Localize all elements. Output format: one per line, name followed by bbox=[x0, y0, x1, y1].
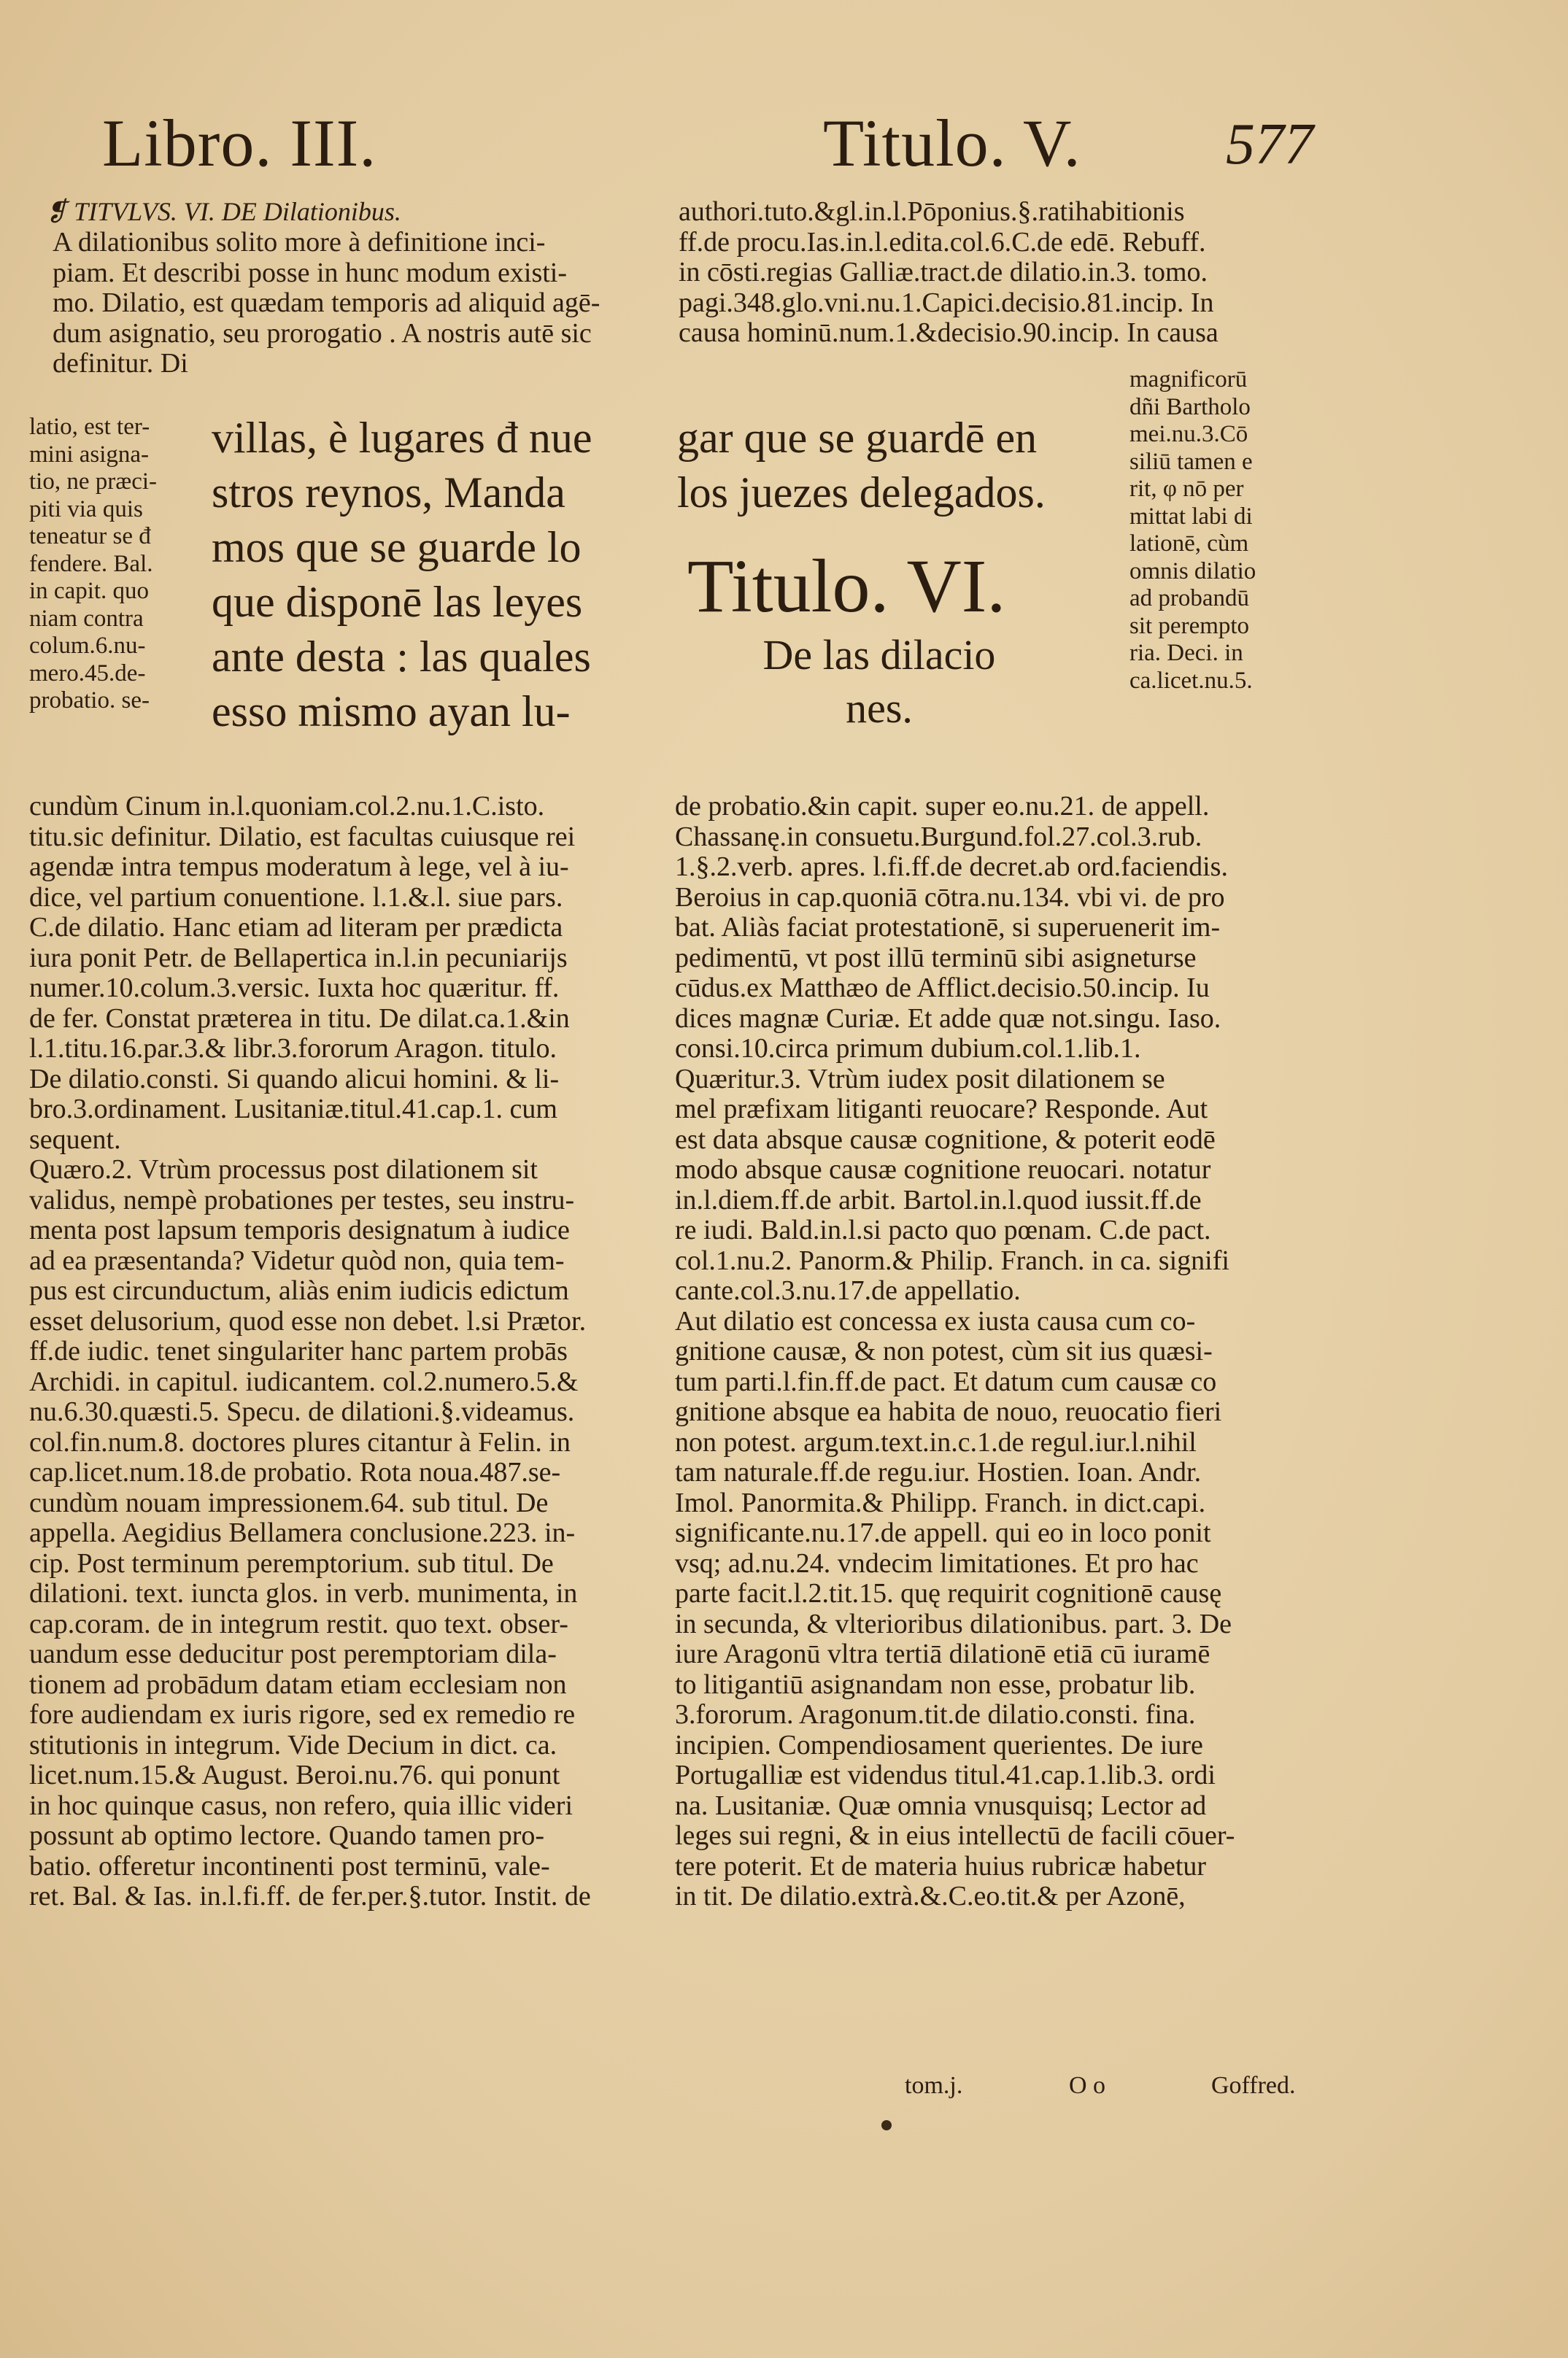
text-line: fore audiendam ex iuris rigore, sed ex remedio re bbox=[29, 1699, 576, 1730]
gloss-line: in capit. quo bbox=[29, 578, 150, 604]
gloss-line: mero.45.de- bbox=[29, 660, 146, 687]
gloss-line: probatio. se- bbox=[29, 687, 150, 714]
gloss-line: ria. Deci. in bbox=[1129, 640, 1243, 666]
text-line: tum parti.l.fin.ff.de pact. Et datum cum causæ co bbox=[675, 1366, 1217, 1397]
text-line: incipien. Compendiosament querientes. De iure bbox=[675, 1729, 1203, 1760]
text-line: de probatio.&in capit. super eo.nu.21. de appell. bbox=[675, 791, 1210, 822]
text-line: ad ea præsentanda? Videtur quòd non, quia tem- bbox=[29, 1245, 565, 1276]
text-line: in.l.diem.ff.de arbit. Bartol.in.l.quod iussit.ff.de bbox=[675, 1184, 1202, 1215]
signature-mark: O o bbox=[1069, 2072, 1106, 2099]
text-line: modo absque causæ cognitione reuocari. notatur bbox=[675, 1154, 1211, 1185]
text-line: ret. Bal. & Ias. in.l.fi.ff. de fer.per.§.tutor. Instit. de bbox=[29, 1881, 591, 1911]
right-gloss-text bbox=[1129, 366, 1256, 695]
text-line: 1.§.2.verb. apres. l.fi.ff.de decret.ab ord.faciendis. bbox=[675, 851, 1228, 882]
inset-line: que disponē las leyes bbox=[212, 578, 583, 626]
text-line: nu.6.30.quæsti.5. Specu. de dilationi.§.videamus. bbox=[29, 1396, 575, 1427]
text-line: esset delusorium, quod esse non debet. l.si Prætor. bbox=[29, 1305, 587, 1337]
right-top-text bbox=[679, 197, 1219, 349]
text-line: parte facit.l.2.tit.15. quę requirit cognitionē causę bbox=[675, 1578, 1222, 1609]
gloss-line: teneatur se đ bbox=[29, 523, 151, 549]
text-line: menta post lapsum temporis designatum à iudice bbox=[29, 1215, 570, 1245]
text-line: gnitione absque ea habita de nouo, reuocatio fieri bbox=[675, 1396, 1222, 1427]
text-line: agendæ intra tempus moderatum à lege, vel à iu- bbox=[29, 851, 569, 882]
gloss-line: fendere. Bal. bbox=[29, 550, 153, 577]
ink-dot bbox=[881, 2120, 892, 2130]
text-line: col.1.nu.2. Panorm.& Philip. Franch. in ca. signifi bbox=[675, 1245, 1229, 1276]
text-line: de fer. Constat præterea in titu. De dilat.ca.1.&in bbox=[29, 1002, 570, 1034]
running-head-left: Libro. III. bbox=[102, 106, 377, 180]
gloss-line: siliū tamen e bbox=[1129, 448, 1253, 475]
gloss-line: colum.6.nu- bbox=[29, 633, 146, 659]
text-line: definitur. Di bbox=[53, 348, 188, 379]
inset-spanish-text-left bbox=[212, 411, 592, 739]
gloss-line: niam contra bbox=[29, 605, 144, 632]
inset-line: gar que se guardē en bbox=[677, 414, 1038, 462]
text-line: leges sui regni, & in eius intellectū de facili cōuer- bbox=[675, 1820, 1235, 1851]
titulo-vi-title: Titulo. VI. bbox=[687, 544, 1006, 628]
inset-line: stros reynos, Manda bbox=[212, 468, 565, 517]
text-line: iure Aragonū vltra tertiā dilationē etiā cū iuramē bbox=[675, 1639, 1210, 1669]
text-line: cante.col.3.nu.17.de appellatio. bbox=[675, 1275, 1021, 1306]
inset-line: mos que se guarde lo bbox=[212, 523, 582, 571]
left-gloss-text bbox=[29, 414, 157, 715]
text-line: na. Lusitaniæ. Quæ omnia vnusquisq; Lector ad bbox=[675, 1790, 1207, 1821]
text-line: possunt ab optimo lectore. Quando tamen pro- bbox=[29, 1820, 545, 1851]
text-line: ff.de procu.Ias.in.l.edita.col.6.C.de edē. Rebuff. bbox=[679, 226, 1206, 258]
running-head-right: Titulo. V. bbox=[823, 106, 1081, 180]
text-line: Beroius in cap.quoniā cōtra.nu.134. vbi vi. de pro bbox=[675, 881, 1225, 913]
text-line: in secunda, & vlterioribus dilationibus. part. 3. De bbox=[675, 1608, 1232, 1639]
volume-mark: tom.j. bbox=[905, 2072, 963, 2099]
text-line: non potest. argum.text.in.c.1.de regul.iur.l.nihil bbox=[675, 1426, 1197, 1458]
text-line: re iudi. Bald.in.l.si pacto quo pœnam. C.de pact. bbox=[675, 1215, 1211, 1245]
text-line: ff.de iudic. tenet singulariter hanc partem probās bbox=[29, 1336, 568, 1367]
catchword: Goffred. bbox=[1211, 2072, 1296, 2099]
text-line: col.fin.num.8. doctores plures citantur à Felin. in bbox=[29, 1426, 571, 1458]
text-line: in tit. De dilatio.extrà.&.C.eo.tit.& per Azonē, bbox=[675, 1881, 1186, 1911]
text-line: significante.nu.17.de appell. qui eo in loco ponit bbox=[675, 1518, 1211, 1548]
text-line: dice, vel partium conuentione. l.1.&.l. siue pars. bbox=[29, 881, 563, 913]
text-line: mel præfixam litiganti reuocare? Responde. Aut bbox=[675, 1094, 1208, 1124]
text-line: in cōsti.regias Galliæ.tract.de dilatio.in.3. tomo. bbox=[679, 257, 1208, 287]
text-line: cundùm Cinum in.l.quoniam.col.2.nu.1.C.isto. bbox=[29, 791, 545, 822]
text-line: batio. offeretur incontinenti post terminū, vale- bbox=[29, 1850, 550, 1882]
text-line: cap.licet.num.18.de probatio. Rota noua.487.se- bbox=[29, 1457, 561, 1488]
text-line: dilationi. text. iuncta glos. in verb. munimenta, in bbox=[29, 1578, 578, 1609]
text-line: pagi.348.glo.vni.nu.1.Capici.decisio.81.incip. In bbox=[679, 287, 1214, 318]
text-line: Archidi. in capitul. iudicantem. col.2.numero.5.& bbox=[29, 1366, 579, 1397]
text-line: in hoc quinque casus, non refero, quia illic videri bbox=[29, 1790, 573, 1821]
gloss-line: mei.nu.3.Cō bbox=[1129, 421, 1248, 447]
text-line: l.1.titu.16.par.3.& libr.3.fororum Aragon. titulo. bbox=[29, 1033, 557, 1064]
gloss-line: lationē, cùm bbox=[1129, 530, 1249, 557]
gloss-line: mittat labi di bbox=[1129, 503, 1253, 530]
inset-line: ante desta : las quales bbox=[212, 633, 591, 681]
text-line: dices magnæ Curiæ. Et adde quæ not.singu. Iaso. bbox=[675, 1002, 1221, 1034]
text-line: gnitione causæ, & non potest, cùm sit ius quæsi- bbox=[675, 1336, 1213, 1367]
text-line: consi.10.circa primum dubium.col.1.lib.1. bbox=[675, 1033, 1141, 1064]
gloss-line: magnificorū bbox=[1129, 366, 1248, 393]
text-line: Imol. Panormita.& Philipp. Franch. in dict.capi. bbox=[675, 1487, 1206, 1518]
text-line: A dilationibus solito more à definitione inci- bbox=[53, 227, 546, 258]
gloss-line: rit, φ nō per bbox=[1129, 476, 1244, 502]
text-line: stitutionis in integrum. Vide Decium in dict. ca. bbox=[29, 1729, 557, 1760]
gloss-line: omnis dilatio bbox=[1129, 557, 1256, 584]
text-line: numer.10.colum.3.versic. Iuxta hoc quæritur. ff. bbox=[29, 973, 560, 1003]
left-intro-text bbox=[53, 228, 600, 379]
text-line: pus est circunductum, aliàs enim iudicis edictum bbox=[29, 1275, 569, 1306]
text-line: cap.coram. de in integrum restit. quo text. obser- bbox=[29, 1608, 568, 1639]
text-line: validus, nempè probationes per testes, seu instru- bbox=[29, 1184, 575, 1215]
subtitle-line: nes. bbox=[846, 684, 913, 732]
text-line: cip. Post terminum peremptorium. sub titul. De bbox=[29, 1547, 554, 1579]
text-line: cundùm nouam impressionem.64. sub titul. De bbox=[29, 1487, 549, 1518]
text-line: piam. Et describi posse in hunc modum existi- bbox=[53, 257, 568, 288]
text-line: sequent. bbox=[29, 1124, 121, 1155]
text-line: cūdus.ex Matthæo de Afflict.decisio.50.incip. Iu bbox=[675, 973, 1210, 1003]
gloss-line: piti via quis bbox=[29, 495, 143, 522]
text-line: bat. Aliàs faciat protestationē, si superuenerit im- bbox=[675, 912, 1221, 943]
text-line: Quæritur.3. Vtrùm iudex posit dilationem se bbox=[675, 1063, 1165, 1094]
gloss-line: ad probandū bbox=[1129, 585, 1250, 611]
subtitle-line: De las dilacio bbox=[762, 631, 996, 679]
inset-line: los juezes delegados. bbox=[677, 468, 1046, 517]
text-line: vsq; ad.nu.24. vndecim limitationes. Et pro hac bbox=[675, 1547, 1199, 1579]
text-line: C.de dilatio. Hanc etiam ad literam per prædicta bbox=[29, 912, 563, 943]
inset-line: esso mismo ayan lu- bbox=[212, 687, 571, 735]
left-body-text bbox=[29, 792, 591, 1912]
gloss-line: dñi Bartholo bbox=[1129, 393, 1251, 420]
text-line: est data absque causæ cognitione, & poterit eodē bbox=[675, 1124, 1216, 1155]
gloss-line: latio, est ter- bbox=[29, 414, 150, 440]
text-line: licet.num.15.& August. Beroi.nu.76. qui ponunt bbox=[29, 1760, 560, 1790]
text-line: Portugalliæ est videndus titul.41.cap.1.lib.3. ordi bbox=[675, 1760, 1216, 1790]
gloss-line: ca.licet.nu.5. bbox=[1129, 667, 1253, 694]
text-line: Chassanę.in consuetu.Burgund.fol.27.col.3.rub. bbox=[675, 821, 1202, 852]
text-line: titu.sic definitur. Dilatio, est facultas cuiusque rei bbox=[29, 821, 576, 852]
text-line: appella. Aegidius Bellamera conclusione.223. in- bbox=[29, 1518, 576, 1548]
title-heading: ❡ TITVLVS. VI. DE Dilationibus. bbox=[45, 197, 401, 226]
inset-spanish-text-right bbox=[677, 411, 1046, 520]
text-line: to litigantiū asignandam non esse, probatur lib. bbox=[675, 1669, 1196, 1700]
gloss-line: mini asigna- bbox=[29, 441, 150, 468]
text-line: causa hominū.num.1.&decisio.90.incip. In causa bbox=[679, 317, 1219, 348]
text-line: Aut dilatio est concessa ex iusta causa cum co- bbox=[675, 1305, 1196, 1337]
text-line: De dilatio.consti. Si quando alicui homini. & li- bbox=[29, 1063, 560, 1094]
text-line: uandum esse deducitur post peremptoriam dila- bbox=[29, 1639, 557, 1669]
text-line: Quæro.2. Vtrùm processus post dilationem sit bbox=[29, 1154, 538, 1185]
titulo-vi-subtitle bbox=[719, 629, 1040, 735]
gloss-line: tio, ne præci- bbox=[29, 468, 158, 495]
text-line: mo. Dilatio, est quædam temporis ad aliquid agē- bbox=[53, 287, 600, 318]
text-line: tere poterit. Et de materia huius rubricæ habetur bbox=[675, 1850, 1207, 1882]
text-line: pedimentū, vt post illū terminū sibi asigneturse bbox=[675, 942, 1197, 973]
text-line: dum asignatio, seu prorogatio . A nostris autē sic bbox=[53, 317, 592, 349]
text-line: 3.fororum. Aragonum.tit.de dilatio.consti. fina. bbox=[675, 1699, 1196, 1730]
text-line: tionem ad probādum datam etiam ecclesiam non bbox=[29, 1669, 567, 1700]
text-line: tam naturale.ff.de regu.iur. Hostien. Ioan. Andr. bbox=[675, 1457, 1202, 1488]
text-line: bro.3.ordinament. Lusitaniæ.titul.41.cap.1. cum bbox=[29, 1094, 557, 1124]
inset-line: villas, è lugares đ nue bbox=[212, 414, 592, 462]
text-line: authori.tuto.&gl.in.l.Pōponius.§.ratihabitionis bbox=[679, 196, 1185, 227]
folio-number: 577 bbox=[1226, 112, 1313, 177]
text-line: iura ponit Petr. de Bellapertica in.l.in pecuniarijs bbox=[29, 942, 568, 973]
gloss-line: sit perempto bbox=[1129, 612, 1250, 639]
right-body-text bbox=[675, 792, 1235, 1912]
